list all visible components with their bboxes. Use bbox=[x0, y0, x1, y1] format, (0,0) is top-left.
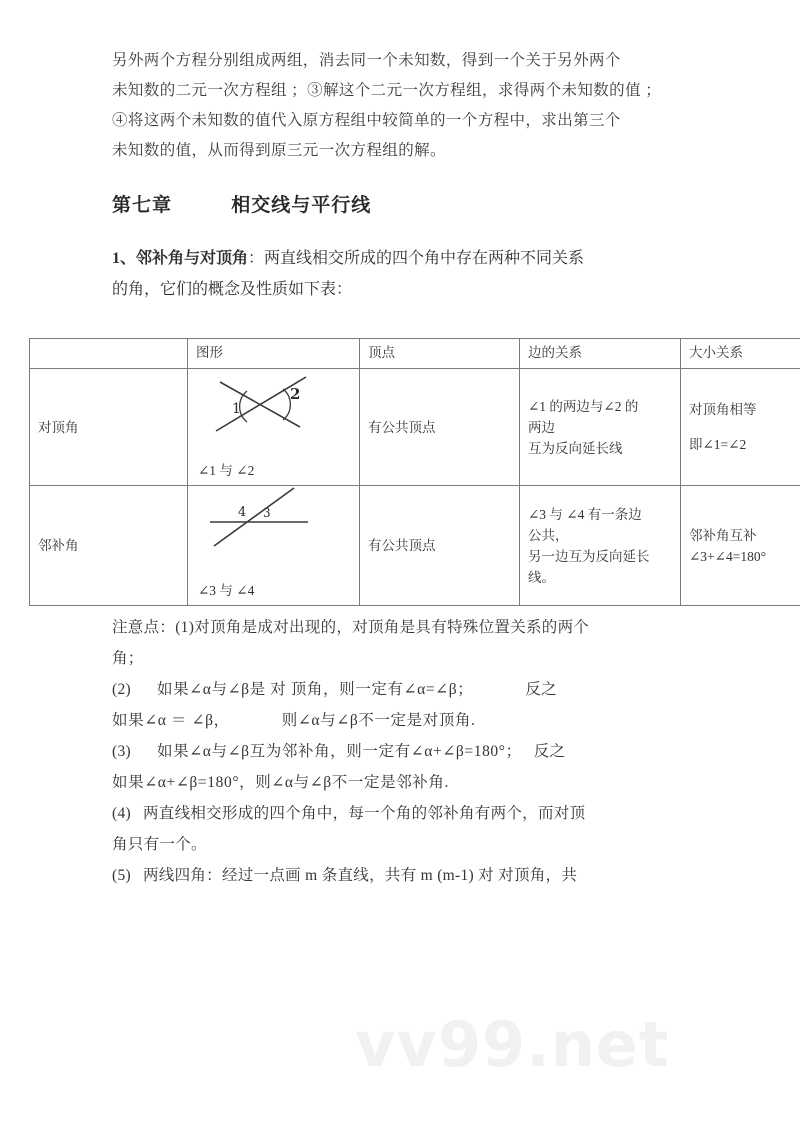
table-row bbox=[30, 486, 800, 606]
chapter-number: 第七章 bbox=[112, 194, 173, 216]
size-relation-spacer bbox=[689, 420, 800, 434]
figure-label-2: 2 bbox=[290, 385, 301, 403]
header-cell-blank bbox=[30, 339, 188, 369]
side-relation-line-3: 另一边互为反向延长 bbox=[528, 548, 650, 564]
chapter-heading bbox=[0, 190, 800, 217]
row-name-vertical-angles: 对顶角 bbox=[30, 369, 188, 486]
note-2-text-3: 如果∠α ＝ ∠β， bbox=[112, 712, 230, 729]
intro-line-2: 未知数的二元一次方程组 ；③解这个二元一次方程组，求得两个未知数的值 ； bbox=[112, 82, 662, 99]
figure-label-3: 3 bbox=[263, 506, 271, 520]
figure-caption: ∠1 与 ∠2 bbox=[198, 463, 255, 478]
row-name-adjacent-supplementary: 邻补角 bbox=[30, 486, 188, 606]
row-side-relation-adjacent-supplementary bbox=[520, 486, 681, 606]
table-header-row bbox=[30, 339, 800, 369]
header-cell-size-relation: 大小关系 bbox=[681, 339, 800, 369]
note-item-4 bbox=[0, 798, 800, 860]
side-relation-line-3: 互为反向延长线 bbox=[528, 440, 623, 456]
note-4-line-1 bbox=[112, 798, 752, 829]
note-3-line-1 bbox=[112, 736, 752, 767]
figure-label-4: 4 bbox=[238, 505, 247, 520]
note-3-text-1: 如果∠α与∠β互为邻补角，则一定有∠α+∠β=180°； bbox=[156, 743, 522, 760]
notes-section bbox=[0, 612, 800, 891]
note-2-text-4: 则∠α与∠β不一定是对顶角. bbox=[281, 712, 476, 729]
header-cell-figure: 图形 bbox=[188, 339, 360, 369]
section-heading-line-1 bbox=[112, 243, 748, 274]
note-5-text-1: 两线四角：经过一点画 m 条直线，共有 m (m-1) 对 对顶角，共 bbox=[142, 867, 578, 884]
side-relation-line-1: ∠1 的两边与∠2 的 bbox=[528, 398, 639, 414]
intro-line-1: 另外两个方程分别组成两组，消去同一个未知数，得到一个关于另外两个 bbox=[112, 52, 621, 69]
size-relation-line-2: 即∠1=∠2 bbox=[689, 437, 747, 452]
concept-table-wrapper bbox=[29, 338, 766, 606]
note-1-marker: (1) bbox=[175, 619, 195, 636]
note-5-line-1 bbox=[112, 860, 752, 891]
note-2-text-2: 反之 bbox=[525, 681, 557, 698]
section-index: 1、 bbox=[112, 250, 137, 267]
note-2-marker: (2) bbox=[112, 681, 131, 698]
note-2-text-1: 如果∠α与∠β是 对 顶角，则一定有∠α=∠β； bbox=[156, 681, 474, 698]
intro-line-4: 未知数的值，从而得到原三元一次方程组的解。 bbox=[112, 142, 446, 159]
size-relation-line-1: 邻补角互补 bbox=[689, 527, 757, 543]
row-vertex-adjacent-supplementary: 有公共顶点 bbox=[360, 486, 520, 606]
size-relation-line-2: ∠3+∠4=180° bbox=[689, 548, 766, 564]
header-cell-vertex: 顶点 bbox=[360, 339, 520, 369]
row-size-relation-adjacent-supplementary bbox=[681, 486, 800, 606]
note-item-2 bbox=[0, 674, 800, 736]
note-item-5 bbox=[0, 860, 800, 891]
side-relation-line-2: 两边 bbox=[528, 419, 555, 435]
note-4-marker: (4) bbox=[112, 805, 131, 822]
figure-inner bbox=[188, 369, 359, 485]
side-relation-line-1: ∠3 与 ∠4 有一条边 bbox=[528, 506, 642, 522]
figure-cell-adjacent-supplementary bbox=[188, 486, 360, 606]
figure-inner bbox=[188, 486, 359, 605]
note-4-text-1: 两直线相交形成的四个角中，每一个角的邻补角有两个，而对顶 bbox=[142, 805, 586, 822]
concept-table bbox=[29, 338, 800, 606]
header-cell-side-relation: 边的关系 bbox=[520, 339, 681, 369]
section-heading-line-2: 的角，它们的概念及性质如下表： bbox=[112, 281, 353, 298]
watermark: vv99.net bbox=[355, 1008, 670, 1081]
figure-caption: ∠3 与 ∠4 bbox=[198, 583, 255, 598]
row-side-relation-vertical-angles bbox=[520, 369, 681, 486]
figure-cell-vertical-angles bbox=[188, 369, 360, 486]
section-colon: ： bbox=[248, 250, 265, 267]
note-item-3 bbox=[0, 736, 800, 798]
note-1-line-1 bbox=[112, 612, 752, 643]
note-5-marker: (5) bbox=[112, 867, 131, 884]
row-vertex-vertical-angles: 有公共顶点 bbox=[360, 369, 520, 486]
note-item-1 bbox=[0, 612, 800, 674]
note-1-line-2: 角； bbox=[112, 650, 144, 667]
note-2-line-2 bbox=[112, 705, 752, 736]
chapter-title: 相交线与平行线 bbox=[231, 194, 372, 216]
section-body-1: 两直线相交所成的四个角中存在两种不同关系 bbox=[264, 250, 585, 267]
note-3-text-3: 如果∠α+∠β=180°，则∠α与∠β不一定是邻补角. bbox=[112, 774, 449, 791]
note-1-text-1: 对顶角是成对出现的，对顶角是具有特殊位置关系的两个 bbox=[194, 619, 590, 636]
figure-label-1: 1 bbox=[232, 401, 241, 417]
note-2-line-1 bbox=[112, 674, 752, 705]
side-relation-line-4: 线。 bbox=[528, 569, 555, 585]
note-3-line-2 bbox=[112, 767, 752, 798]
note-4-line-2: 角只有一个。 bbox=[112, 836, 207, 853]
section-term: 邻补角与对顶角 bbox=[136, 250, 249, 267]
page-content bbox=[0, 0, 800, 305]
side-relation-line-2: 公共， bbox=[528, 527, 569, 543]
intro-paragraph bbox=[0, 0, 800, 166]
note-3-marker: (3) bbox=[112, 743, 131, 760]
note-3-text-2: 反之 bbox=[533, 743, 566, 760]
notes-lead: 注意点： bbox=[112, 619, 176, 636]
size-relation-line-1: 对顶角相等 bbox=[689, 402, 757, 417]
intro-line-3: ④将这两个未知数的值代入原方程组中较简单的一个方程中，求出第三个 bbox=[112, 112, 621, 129]
section-heading bbox=[0, 243, 800, 305]
table-row bbox=[30, 369, 800, 486]
row-size-relation-vertical-angles bbox=[681, 369, 800, 486]
